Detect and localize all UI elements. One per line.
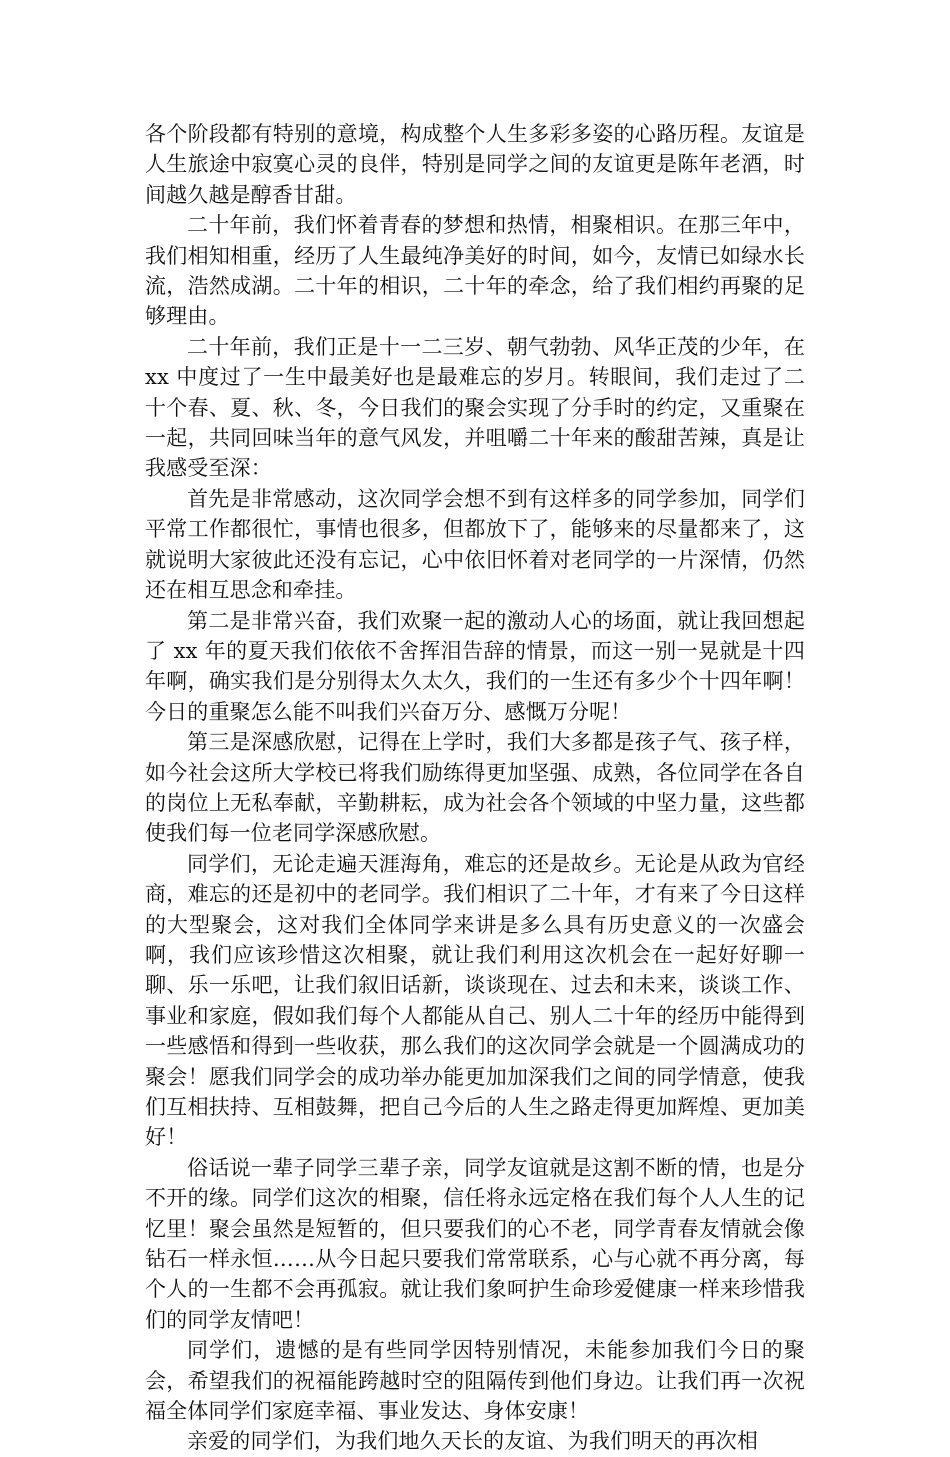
paragraph: 二十年前，我们正是十一二三岁、朝气勃勃、风华正茂的少年，在 xx 中度过了一生中最美好也是最难忘的岁月。转眼间，我们走过了二十个春、夏、秋、冬，今日我们的聚会实现了分手时的约定，又重聚在一起，共同回味当年的意气风发，并咀嚼二十年来的酸甜苦辣，真是让我感受至深： bbox=[145, 334, 805, 481]
paragraph-continued: 各个阶段都有特别的意境，构成整个人生多彩多姿的心路历程。友谊是人生旅途中寂寞心灵的良伴，特别是同学之间的友谊更是陈年老酒，时间越久越是醇香甘甜。 bbox=[145, 122, 805, 207]
paragraph: 首先是非常感动，这次同学会想不到有这样多的同学参加，同学们平常工作都很忙，事情也很多，但都放下了，能够来的尽量都来了，这就说明大家彼此还没有忘记，心中依旧怀着对老同学的一片深情，仍然还在相互思念和牵挂。 bbox=[145, 486, 805, 603]
paragraph: 第二是非常兴奋，我们欢聚一起的激动人心的场面，就让我回想起了 xx 年的夏天我们依依不舍挥泪告辞的情景，而这一别一晃就是十四年啊，确实我们是分别得太久太久，我们的一生还有多少个十四年啊！今日的重聚怎么能不叫我们兴奋万分、感慨万分呢！ bbox=[145, 608, 805, 724]
paragraph: 第三是深感欣慰，记得在上学时，我们大多都是孩子气、孩子样，如今社会这所大学校已将我们励练得更加坚强、成熟，各位同学在各自的岗位上无私奉献，辛勤耕耘，成为社会各个领域的中坚力量，这些都使我们每一位老同学深感欣慰。 bbox=[145, 730, 805, 846]
paragraph: 俗话说一辈子同学三辈子亲，同学友谊就是这割不断的情，也是分不开的缘。同学们这次的相聚，信任将永远定格在我们每个人人生的记忆里！聚会虽然是短暂的，但只要我们的心不老，同学青春友情就会像钻石一样永恒……从今日起只要我们常常联系，心与心就不再分离，每个人的一生都不会再孤寂。就让我们象呵护生命珍爱健康一样来珍惜我们的同学友情吧！ bbox=[145, 1155, 805, 1332]
paragraph: 二十年前，我们怀着青春的梦想和热情，相聚相识。在那三年中，我们相知相重，经历了人生最纯净美好的时间，如今，友情已如绿水长流，浩然成湖。二十年的相识，二十年的牵念，给了我们相约再聚的足够理由。 bbox=[145, 213, 805, 329]
paragraph: 同学们，无论走遍天涯海角，难忘的还是故乡。无论是从政为官经商，难忘的还是初中的老同学。我们相识了二十年，才有来了今日这样的大型聚会，这对我们全体同学来讲是多么具有历史意义的一次盛会啊，我们应该珍惜这次相聚，就让我们利用这次机会在一起好好聊一聊、乐一乐吧，让我们叙旧话新，谈谈现在、过去和未来，谈谈工作、事业和家庭，假如我们每个人都能从自己、别人二十年的经历中能得到一些感悟和得到一些收获，那么我们的这次同学会就是一个圆满成功的聚会！愿我们同学会的成功举办能更加加深我们之间的同学情意，使我们互相扶持、互相鼓舞，把自己今后的人生之路走得更加辉煌、更加美好！ bbox=[145, 851, 805, 1150]
document-body bbox=[145, 119, 805, 1457]
paragraph: 同学们，遗憾的是有些同学因特别情况，未能参加我们今日的聚会，希望我们的祝福能跨越时空的阻隔传到他们身边。让我们再一次祝福全体同学们家庭幸福、事业发达、身体安康！ bbox=[145, 1338, 805, 1424]
paragraph-truncated: 亲爱的同学们，为我们地久天长的友谊、为我们明天的再次相 bbox=[187, 1429, 759, 1454]
